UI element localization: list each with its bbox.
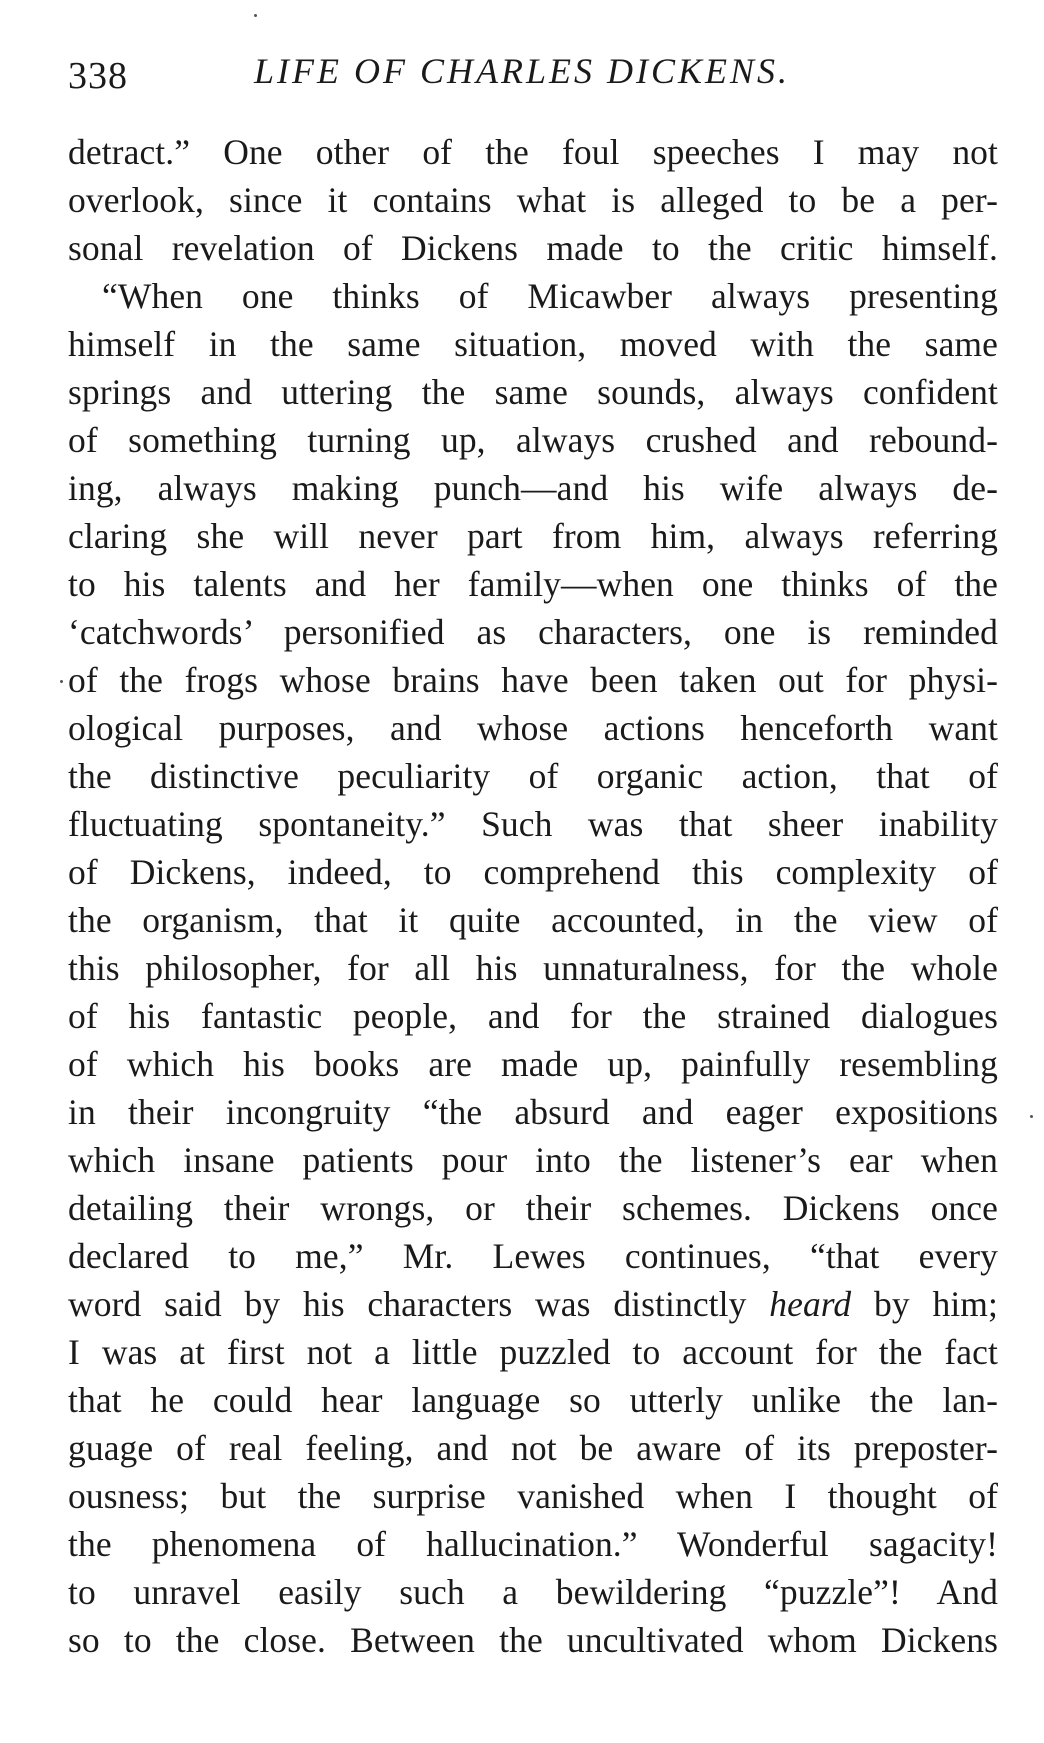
text-line: of the frogs whose brains have been taken out for physi- bbox=[68, 660, 998, 700]
text-line: of Dickens, indeed, to comprehend this complexity of bbox=[68, 852, 998, 892]
text-line-with-emphasis bbox=[68, 1280, 998, 1328]
text-line: claring she will never part from him, always referring bbox=[68, 516, 998, 556]
text-line: fluctuating spontaneity.” Such was that sheer inability bbox=[68, 804, 998, 844]
text-line: the distinctive peculiarity of organic action, that of bbox=[68, 756, 998, 796]
text-line: so to the close. Between the uncultivated whom Dickens bbox=[68, 1620, 998, 1660]
print-speck bbox=[60, 680, 63, 683]
text-line: ological purposes, and whose actions henceforth want bbox=[68, 708, 998, 748]
text-line: of something turning up, always crushed and rebound- bbox=[68, 420, 998, 460]
text-line: ‘catchwords’ personified as characters, one is reminded bbox=[68, 612, 998, 652]
text-segment: by him; bbox=[874, 1284, 998, 1324]
text-line: to unravel easily such a bewildering “puzzle”! And bbox=[68, 1572, 998, 1612]
print-speck bbox=[1030, 1115, 1033, 1118]
text-line: springs and uttering the same sounds, always confident bbox=[68, 372, 998, 412]
text-line: this philosopher, for all his unnaturalness, for the whole bbox=[68, 948, 998, 988]
text-line: which insane patients pour into the listener’s ear when bbox=[68, 1140, 998, 1180]
text-line: overlook, since it contains what is alleged to be a per- bbox=[68, 180, 998, 220]
text-line: of his fantastic people, and for the strained dialogues bbox=[68, 996, 998, 1036]
text-line: of which his books are made up, painfully resembling bbox=[68, 1044, 998, 1084]
print-speck bbox=[254, 14, 257, 17]
text-line: detailing their wrongs, or their schemes. Dickens once bbox=[68, 1188, 998, 1228]
text-line: sonal revelation of Dickens made to the critic himself. bbox=[68, 228, 998, 268]
text-line: that he could hear language so utterly unlike the lan- bbox=[68, 1380, 998, 1420]
text-line: the phenomena of hallucination.” Wonderful sagacity! bbox=[68, 1524, 998, 1564]
text-line: ing, always making punch—and his wife always de- bbox=[68, 468, 998, 508]
text-line: ousness; but the surprise vanished when I thought of bbox=[68, 1476, 998, 1516]
page-number: 338 bbox=[68, 55, 128, 97]
body-text bbox=[68, 128, 998, 1664]
text-line: the organism, that it quite accounted, in the view of bbox=[68, 900, 998, 940]
text-line: to his talents and her family—when one thinks of the bbox=[68, 564, 998, 604]
text-line: “When one thinks of Micawber always presenting bbox=[102, 276, 998, 316]
text-line: I was at first not a little puzzled to account for the fact bbox=[68, 1332, 998, 1372]
text-line: declared to me,” Mr. Lewes continues, “that every bbox=[68, 1236, 998, 1276]
text-line: himself in the same situation, moved with the same bbox=[68, 324, 998, 364]
text-segment: word said by his characters was distinctly bbox=[68, 1284, 747, 1324]
running-title: LIFE OF CHARLES DICKENS. bbox=[254, 51, 790, 91]
running-head bbox=[68, 48, 998, 96]
emphasized-word: heard bbox=[769, 1284, 852, 1324]
text-line: guage of real feeling, and not be aware of its preposter- bbox=[68, 1428, 998, 1468]
text-line: in their incongruity “the absurd and eager expositions bbox=[68, 1092, 998, 1132]
text-line: detract.” One other of the foul speeches I may not bbox=[68, 132, 998, 172]
